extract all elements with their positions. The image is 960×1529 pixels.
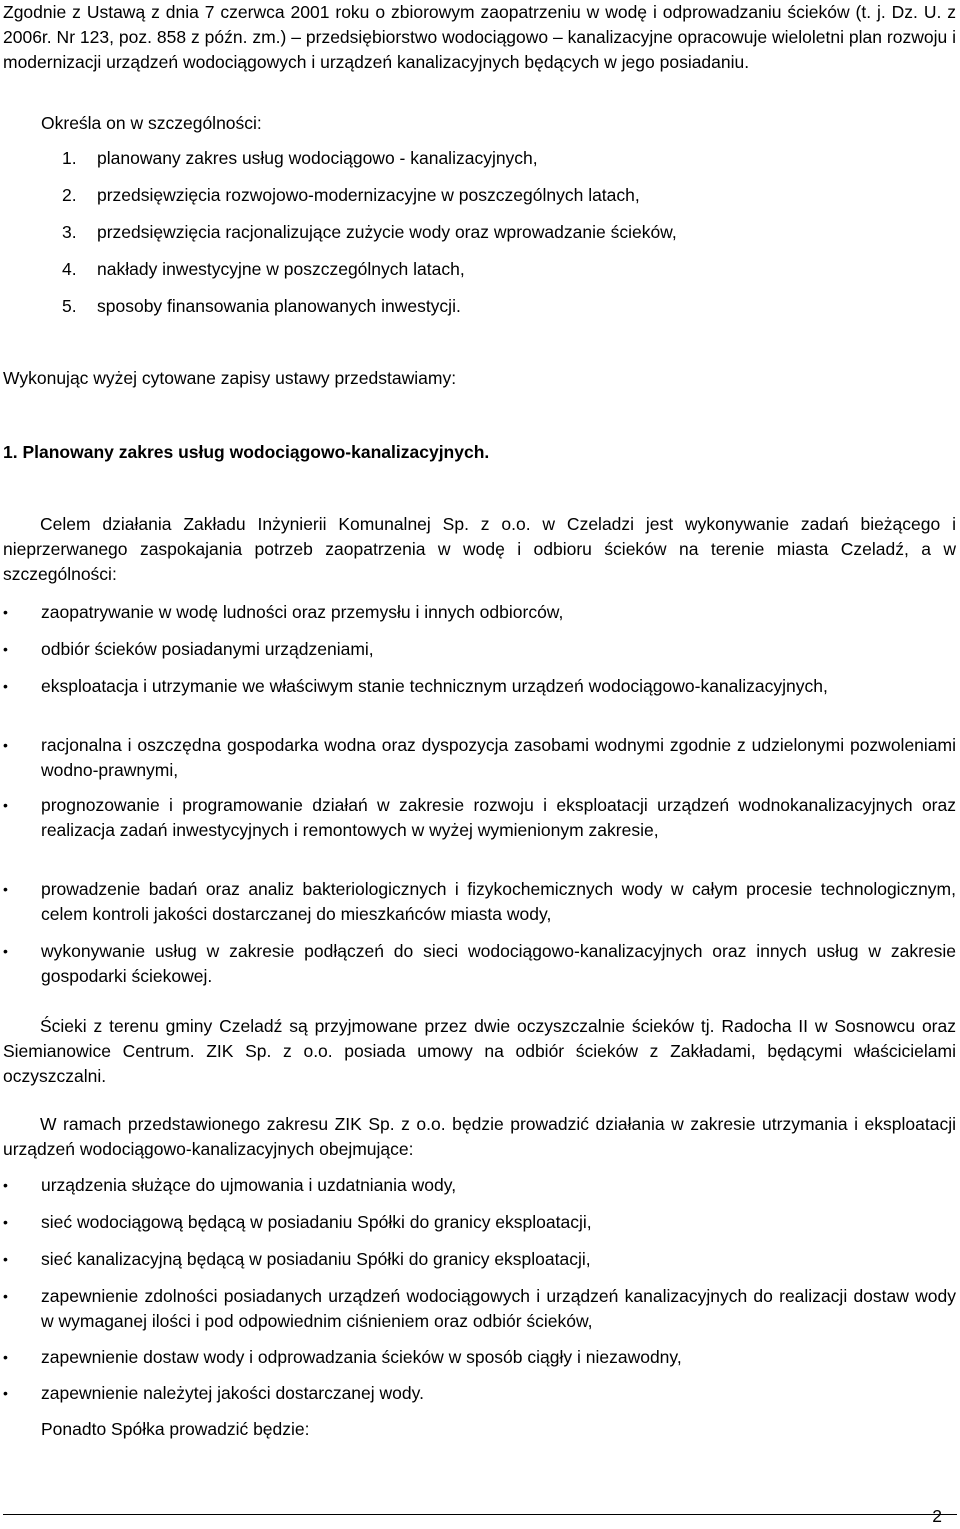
sewage-paragraph: Ścieki z terenu gminy Czeladź są przyjmowane przez dwie oczyszczalnie ścieków tj. Radocha II w Sosnowcu oraz Siemianowice Centrum. ZIK Sp. z o.o. posiada umowy na odbiór ścieków z Zakładami, będącymi właścicielami oczyszczalni. — [3, 1016, 956, 1086]
list-item: • odbiór ścieków posiadanymi urządzeniami, — [0, 637, 956, 662]
scope-paragraph: W ramach przedstawionego zakresu ZIK Sp. z o.o. będzie prowadzić działania w zakresie utrzymania i eksploatacji urządzeń wodociągowo-kanalizacyjnych obejmujące: — [3, 1114, 956, 1159]
scope-list-item: 2. przedsięwzięcia rozwojowo-modernizacyjne w poszczególnych latach, — [62, 185, 640, 205]
list-item: • urządzenia służące do ujmowania i uzdatniania wody, — [0, 1173, 956, 1198]
intro-paragraph-block — [3, 0, 956, 75]
purpose-paragraph: Celem działania Zakładu Inżynierii Komunalnej Sp. z o.o. w Czeladzi jest wykonywanie zadań bieżącego i nieprzerwanego zaspokajania potrzeb zaopatrzenia w wodę i odbioru ścieków na terenie miasta Czeladź, a w szczególności: — [3, 514, 956, 584]
bullet-icon: • — [3, 1177, 8, 1193]
bullet-icon: • — [3, 943, 8, 959]
footer-divider — [3, 1514, 957, 1515]
list-item: • zaopatrywanie w wodę ludności oraz przemysłu i innych odbiorców, — [0, 600, 956, 625]
list-item: • zapewnienie należytej jakości dostarczanej wody. — [0, 1381, 956, 1406]
bullet-icon: • — [3, 604, 8, 620]
bullet-icon: • — [3, 797, 8, 813]
closing-line-block — [41, 1417, 956, 1442]
bullet-icon: • — [3, 1214, 8, 1230]
sewage-paragraph-block — [3, 1014, 956, 1089]
section1-heading: 1. Planowany zakres usług wodociągowo-kanalizacyjnych. — [3, 442, 490, 462]
list-item: • zapewnienie zdolności posiadanych urządzeń wodociągowych i urządzeń kanalizacyjnych do realizacji dostaw wody w wymaganej ilości i pod odpowiednim ciśnieniem oraz odbiór ścieków, — [3, 1286, 956, 1331]
scope-paragraph-block — [3, 1112, 956, 1162]
list-item: • prognozowanie i programowanie działań w zakresie rozwoju i eksploatacji urządzeń wodnokanalizacyjnych oraz realizacja zadań inwestycyjnych i remontowych w wyżej wymienionym zakresie, — [3, 795, 956, 840]
bullet-icon: • — [3, 1349, 8, 1365]
bullet-icon: • — [3, 1251, 8, 1267]
bullet-icon: • — [3, 678, 8, 694]
list-item: • prowadzenie badań oraz analiz bakteriologicznych i fizykochemicznych wody w całym procesie technologicznym, celem kontroli jakości dostarczanej do mieszkańców miasta wody, — [3, 879, 956, 924]
statement-block — [3, 366, 956, 391]
bullet-icon: • — [3, 737, 8, 753]
scope-list-item: 3. przedsięwzięcia racjonalizujące zużycie wody oraz wprowadzanie ścieków, — [62, 222, 677, 242]
bullet-icon: • — [3, 881, 8, 897]
list-item: • racjonalna i oszczędna gospodarka wodna oraz dyspozycja zasobami wodnymi zgodnie z udzielonymi pozwoleniami wodno-prawnymi, — [3, 735, 956, 780]
bullet-icon: • — [3, 1385, 8, 1401]
specifies-line-block — [41, 111, 956, 136]
bullet-icon: • — [3, 641, 8, 657]
section1-heading-block — [3, 440, 956, 465]
specifies-line: Określa on w szczególności: — [41, 113, 262, 133]
scope-list-item: 4. nakłady inwestycyjne w poszczególnych latach, — [62, 259, 465, 279]
intro-paragraph: Zgodnie z Ustawą z dnia 7 czerwca 2001 roku o zbiorowym zaopatrzeniu w wodę i odprowadzaniu ścieków (t. j. Dz. U. z 2006r. Nr 123, poz. 858 z późn. zm.) – przedsiębiorstwo wodociągowo – kanalizacyjne opracowuje wieloletni plan rozwoju i modernizacji urządzeń wodociągowych i urządzeń kanalizacyjnych będących w jego posiadaniu. — [3, 2, 956, 72]
scope-list-item: 1. planowany zakres usług wodociągowo - kanalizacyjnych, — [62, 148, 538, 168]
statement-line: Wykonując wyżej cytowane zapisy ustawy przedstawiamy: — [3, 368, 457, 388]
list-item: • sieć kanalizacyjną będącą w posiadaniu Spółki do granicy eksploatacji, — [0, 1247, 956, 1272]
purpose-paragraph-block — [3, 512, 956, 587]
list-item: • sieć wodociągową będącą w posiadaniu Spółki do granicy eksploatacji, — [0, 1210, 956, 1235]
page-number: 2 — [932, 1506, 942, 1526]
list-item: • zapewnienie dostaw wody i odprowadzania ścieków w sposób ciągły i niezawodny, — [0, 1345, 956, 1370]
list-item: • eksploatacja i utrzymanie we właściwym stanie technicznym urządzeń wodociągowo-kanalizacyjnych, — [0, 674, 956, 699]
list-item: • wykonywanie usług w zakresie podłączeń do sieci wodociągowo-kanalizacyjnych oraz innych usług w zakresie gospodarki ściekowej. — [3, 941, 956, 986]
closing-line: Ponadto Spółka prowadzić będzie: — [41, 1419, 310, 1439]
scope-list-item: 5. sposoby finansowania planowanych inwestycji. — [62, 296, 461, 316]
bullet-icon: • — [3, 1288, 8, 1304]
